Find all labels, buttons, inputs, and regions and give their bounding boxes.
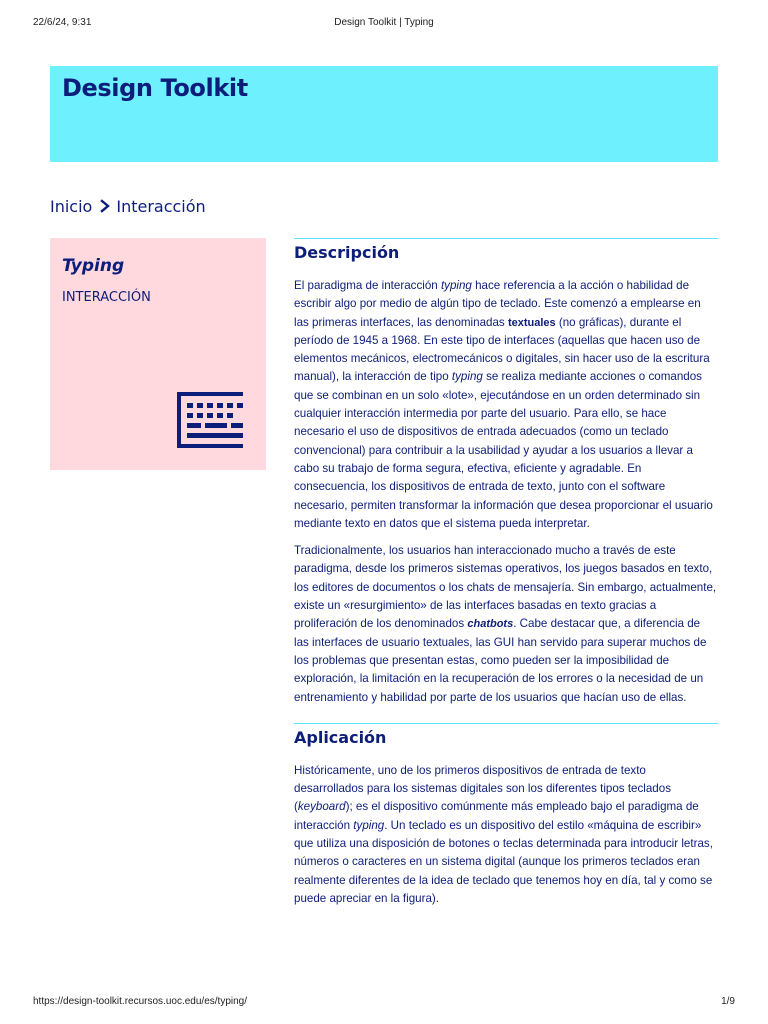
description-heading: Descripción <box>294 243 400 262</box>
breadcrumb <box>50 195 206 217</box>
print-header <box>0 17 768 31</box>
main-content <box>294 238 718 917</box>
description-section <box>294 238 718 707</box>
print-datetime: 22/6/24, 9:31 <box>33 17 92 28</box>
site-banner <box>50 66 718 162</box>
card-title: Typing <box>62 256 125 276</box>
section-divider <box>294 723 718 724</box>
section-divider <box>294 238 718 239</box>
application-paragraph-1: Históricamente, uno de los primeros dispositivos de entrada de texto desarrollados para los sistemas digitales son los diferentes tipos teclados (keyboard); es el dispositivo comúnmente más empleado bajo el paradigma de interacción typing. Un teclado es un dispositivo del estilo «máquina de escribir» que utiliza una disposición de botones o teclas determinada para introducir letras, números o caracteres en un sistema digital (aunque los primeros teclados eran realmente diferentes de la idea de teclado que tenemos hoy en día, tal y como se puede apreciar en la figura). <box>294 763 713 905</box>
pattern-card <box>50 238 266 470</box>
breadcrumb-current-link[interactable]: Interacción <box>116 196 206 216</box>
chevron-right-icon <box>96 199 114 213</box>
application-section <box>294 723 718 908</box>
print-page-number: 1/9 <box>721 996 735 1007</box>
site-title[interactable]: Design Toolkit <box>62 74 248 102</box>
print-footer <box>0 996 768 1010</box>
application-heading: Aplicación <box>294 727 387 747</box>
breadcrumb-home-link[interactable]: Inicio <box>50 196 93 216</box>
description-paragraph-2: Tradicionalmente, los usuarios han interaccionado mucho a través de este paradigma, desde los primeros sistemas operativos, los juegos basados en texto, los editores de documentos o los chats de mensajería. Sin embargo, actualmente, existe un «resurgimiento» de las interfaces basadas en texto gracias a proliferación de los denominados chatbots. Cabe destacar que, a diferencia de las interfaces de usuario textuales, las GUI han servido para superar muchos de los problemas que presentan estas, como pueden ser la imposibilidad de exploración, la limitación en la recuperación de los errores o la necesidad de un entrenamiento y habilidad por parte de los usuarios que hacían uso de ellas. <box>294 544 717 704</box>
description-paragraph-1: El paradigma de interacción typing hace referencia a la acción o habilidad de escribir algo por medio de algún tipo de teclado. Este comenzó a emplearse en las primeras interfaces, las denominadas textuales (no gráficas), durante el período de 1945 a 1968. En este tipo de interfaces (aquellas que hacen uso de elementos mecánicos, electromecánicos o digitales, sin hacer uso de la escritura manual), la interacción de tipo typing se realiza mediante acciones o comandos que se combinan en un solo «lote», ejecutándose en un orden determinado sin cualquier interacción intermedia por parte del usuario. Para ello, se hace necesario el uso de dispositivos de entrada adecuados (como un teclado convencional) para contribuir a la usabilidad y ayudar a los usuarios a llevar a cabo su trabajo de forma segura, efectiva, eficiente y agradable. En consecuencia, los dispositivos de entrada de texto, junto con el software necesario, permiten transformar la información que desea proporcionar el usuario mediante texto en datos que el sistema pueda interpretar. <box>294 279 713 530</box>
keyboard-icon <box>177 392 243 448</box>
card-category: INTERACCIÓN <box>62 290 151 305</box>
print-page-title: Design Toolkit | Typing <box>334 17 434 28</box>
print-url: https://design-toolkit.recursos.uoc.edu/es/typing/ <box>33 996 248 1007</box>
